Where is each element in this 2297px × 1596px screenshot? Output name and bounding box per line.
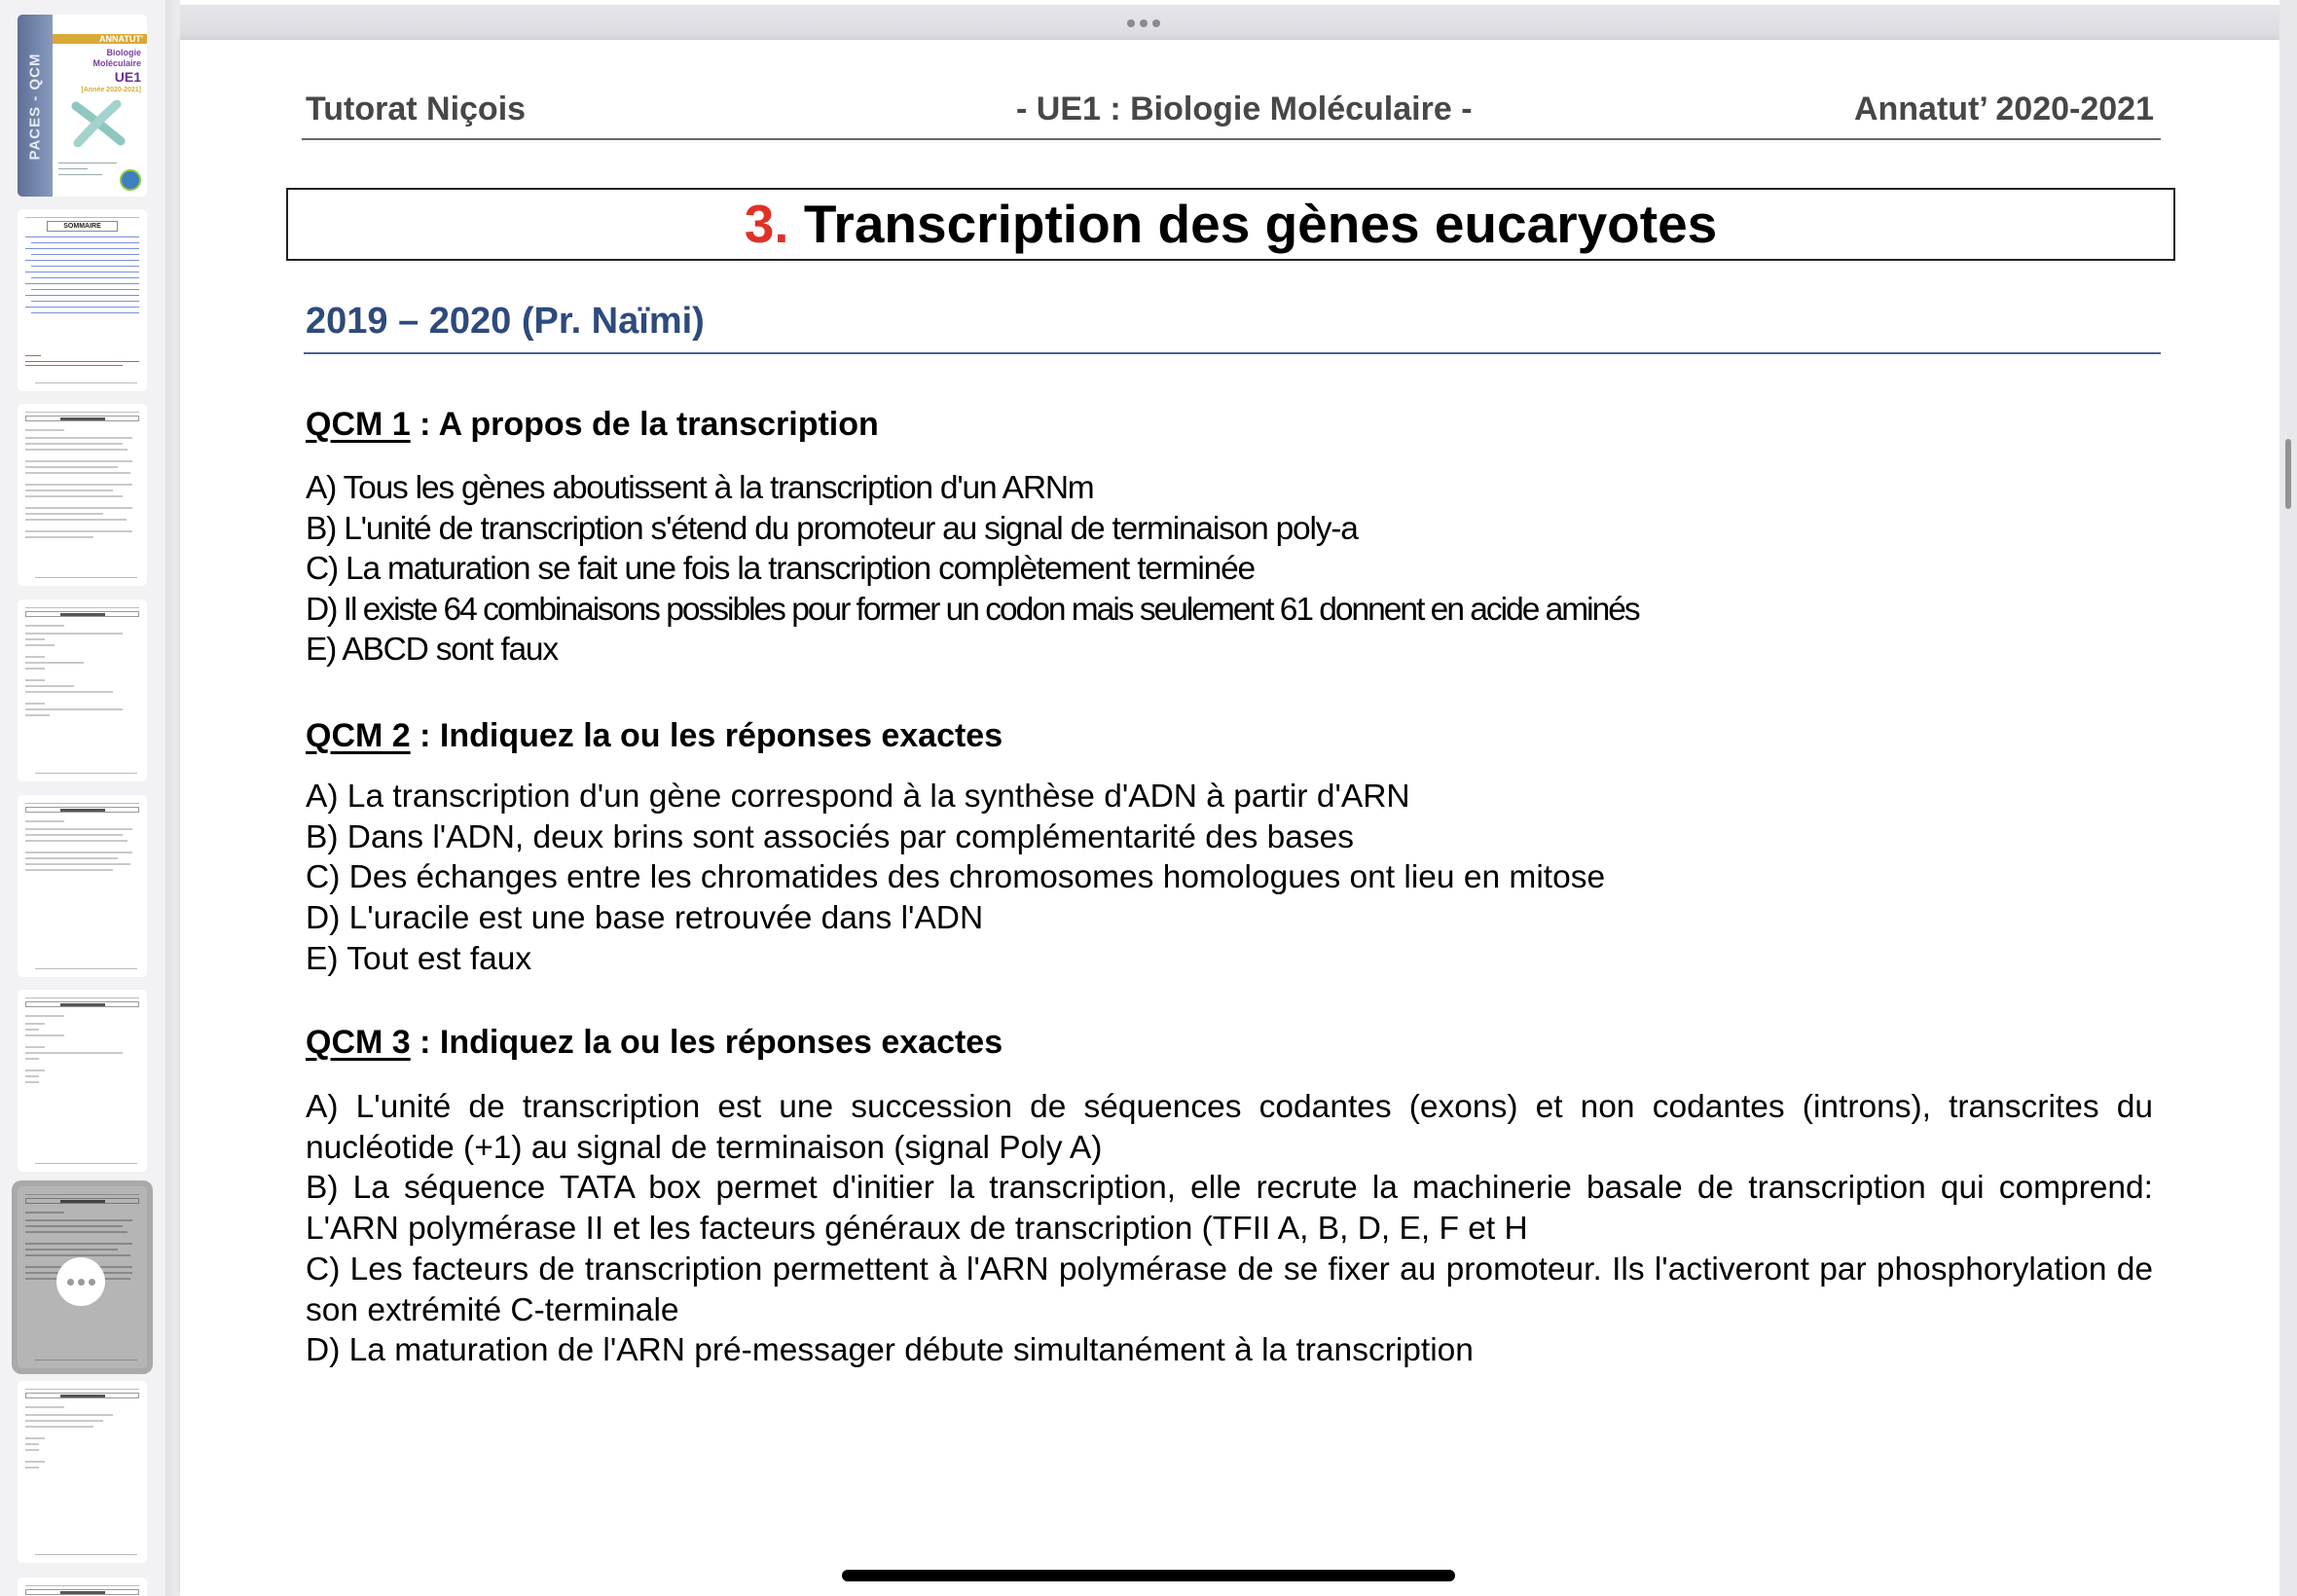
cover-side-band — [18, 15, 53, 197]
thumbnail-text-line — [25, 1243, 132, 1245]
cover-ue: UE1 — [114, 69, 141, 85]
question-2-option-b: B) Dans l'ADN, deux brins sont associés par complémentarité des bases — [306, 819, 1355, 855]
thumbnail-text-line — [25, 1254, 130, 1256]
thumbnail-text-line — [25, 1249, 118, 1251]
thumbnail-text-line — [35, 382, 137, 383]
thumbnail-text-line — [31, 254, 139, 255]
thumbnail-text-line — [31, 277, 139, 278]
question-1-option-c: C) La maturation se fait une fois la transcription complètement terminée — [306, 551, 1255, 587]
thumbnail-text-line — [25, 1231, 128, 1233]
header-right: Annatut’ 2020-2021 — [1853, 91, 2154, 127]
thumbnail-text-line — [25, 1443, 39, 1445]
thumbnail-text-line — [35, 773, 137, 774]
question-label: QCM 1 — [306, 406, 411, 443]
thumbnail-text-line — [25, 429, 64, 431]
question-2-heading — [306, 716, 1003, 755]
thumbnail-text-line — [25, 869, 113, 871]
thumbnail-text-line — [25, 283, 139, 284]
question-2-option-a: A) La transcription d'un gène correspond à la synthèse d'ADN à partir d'ARN — [306, 779, 1410, 815]
thumbnail-text-line — [31, 266, 139, 267]
thumbnail-text-line — [25, 1015, 64, 1017]
thumbnail-text-line — [25, 1225, 123, 1227]
question-1-option-e: E) ABCD sont faux — [306, 632, 558, 668]
thumbnail-page-8[interactable] — [18, 1381, 147, 1563]
thumbnail-text-line — [25, 1426, 93, 1428]
thumbnail-text-line — [25, 625, 64, 627]
sidebar-divider[interactable] — [165, 0, 179, 1596]
thumbnail-text-line — [25, 1194, 139, 1195]
thumbnail-text-line — [25, 536, 93, 538]
thumbnail-text-line — [25, 1212, 64, 1214]
thumbnail-page-9[interactable] — [18, 1578, 147, 1596]
thumbnail-text-line — [25, 1467, 39, 1469]
thumbnail-text-line — [25, 1219, 132, 1221]
thumbnail-text-line — [25, 828, 132, 830]
thumbnail-text-line — [25, 691, 113, 693]
thumbnail-text-line — [25, 633, 123, 635]
thumbnail-text-line — [25, 840, 128, 842]
question-2-option-c: C) Des échanges entre les chromatides des chromosomes homologues ont lieu en mitose — [306, 859, 1606, 895]
question-title: : Indiquez la ou les réponses exactes — [410, 1024, 1003, 1061]
thumbnail-page-1[interactable] — [18, 15, 147, 197]
thumbnail-text-line — [25, 1420, 103, 1422]
thumbnail-text-line — [25, 416, 139, 421]
cover-subject — [92, 48, 141, 69]
thumbnail-text-line — [25, 607, 139, 608]
chromosome-image — [68, 100, 127, 147]
thumbnail-text-line — [25, 1075, 39, 1077]
scrollbar-thumb[interactable] — [2285, 439, 2291, 509]
thumbnail-text-line — [25, 412, 139, 413]
thumbnail-text-line — [25, 1449, 39, 1451]
thumbnail-text-line — [35, 577, 137, 578]
thumbnail-text-line — [25, 1437, 45, 1439]
thumbnail-text-line — [25, 1589, 139, 1595]
chapter-title: Transcription des gènes eucaryotes — [803, 194, 1718, 254]
header-rule — [302, 138, 2161, 140]
thumbnail-text-line — [25, 248, 139, 249]
thumbnail-text-line — [25, 1034, 64, 1036]
toc-title: SOMMAIRE — [47, 221, 118, 232]
thumbnail-page-5[interactable] — [18, 795, 147, 977]
thumbnail-text-line — [25, 679, 45, 681]
tutorat-logo-icon — [120, 169, 141, 191]
thumbnail-text-line — [25, 466, 118, 468]
thumbnail-text-line — [25, 1406, 64, 1408]
thumbnail-text-line — [25, 1046, 45, 1048]
thumbnail-text-line — [25, 714, 50, 716]
thumbnail-text-line — [25, 460, 132, 462]
cover-text-line — [58, 174, 102, 175]
thumbnail-text-line — [25, 1081, 39, 1083]
header-center: - UE1 : Biologie Moléculaire - — [1016, 91, 1473, 127]
cover-banner: ANNATUT' — [53, 34, 147, 44]
chapter-title-box — [286, 188, 2175, 261]
thumbnail-text-line — [25, 507, 132, 509]
thumbnail-text-line — [25, 236, 139, 237]
thumbnail-text-line — [25, 437, 132, 439]
question-2-option-d: D) L'uracile est une base retrouvée dans l'ADN — [306, 900, 984, 936]
thumbnail-text-line — [25, 834, 123, 836]
thumbnail-text-line — [25, 863, 130, 865]
question-label: QCM 3 — [306, 1024, 411, 1061]
thumbnail-text-line — [25, 1389, 139, 1390]
header-left: Tutorat Niçois — [306, 91, 527, 127]
thumbnail-text-line — [25, 685, 74, 687]
question-1-option-b: B) L'unité de transcription s'étend du promoteur au signal de terminaison poly-a — [306, 511, 1358, 547]
chapter-number: 3. — [744, 194, 789, 254]
thumbnail-text-line — [25, 807, 139, 813]
thumbnail-text-line — [25, 1058, 39, 1060]
thumbnail-text-line — [25, 484, 132, 486]
thumbnail-text-line — [25, 260, 139, 261]
thumbnail-text-line — [25, 611, 139, 617]
question-3-heading — [306, 1023, 1003, 1062]
thumbnail-text-line — [25, 638, 45, 640]
question-2-option-e: E) Tout est faux — [306, 941, 532, 977]
thumbnail-text-line — [25, 857, 118, 859]
more-dots-icon — [67, 1279, 74, 1286]
thumbnail-text-line — [25, 365, 123, 366]
year-heading: 2019 – 2020 (Pr. Naïmi) — [306, 301, 705, 342]
cover-subject-line-2: Moléculaire — [92, 58, 141, 68]
cover-text-line — [58, 168, 88, 169]
question-1-heading — [306, 405, 879, 444]
grabber-dots-icon[interactable] — [1127, 19, 1160, 27]
thumbnail-page-2[interactable] — [18, 209, 147, 391]
thumbnail-text-line — [25, 361, 139, 362]
cover-band-text: PACES - QCM — [26, 53, 44, 161]
home-indicator[interactable] — [842, 1570, 1455, 1581]
thumbnail-text-line — [25, 495, 123, 497]
thumbnail-text-line — [25, 490, 113, 491]
thumbnail-text-line — [25, 307, 139, 308]
thumbnail-text-line — [31, 242, 139, 243]
question-1-option-a: A) Tous les gènes aboutissent à la transcription d'un ARNm — [306, 470, 1094, 506]
thumbnail-text-line — [25, 1052, 123, 1054]
cover-year: [Année 2020-2021] — [81, 87, 141, 93]
thumbnail-text-line — [25, 1198, 139, 1204]
thumbnail-text-line — [25, 472, 130, 474]
thumbnail-page-6[interactable] — [18, 990, 147, 1172]
question-3-option-d: D) La maturation de l'ARN pré-messager débute simultanément à la transcription — [306, 1332, 1474, 1368]
thumbnail-text-line — [25, 519, 127, 521]
thumbnail-text-line — [25, 295, 139, 296]
thumbnail-text-line — [25, 820, 64, 822]
thumbnail-text-line — [25, 803, 139, 804]
question-label: QCM 2 — [306, 717, 411, 754]
thumbnail-text-line — [31, 289, 139, 290]
page-grab-bar[interactable] — [180, 5, 2279, 40]
question-3-option-c: C) Les facteurs de transcription permettent à l'ARN polymérase de se fixer au promoteur. Ils l'activeront par phosphorylation de son extrémité C-terminale — [306, 1251, 2153, 1328]
thumbnail-text-line — [25, 1461, 45, 1463]
thumbnail-more-options-button[interactable] — [56, 1257, 105, 1306]
thumbnail-text-line — [25, 703, 45, 705]
thumbnail-text-line — [25, 530, 132, 532]
thumbnail-text-line — [25, 513, 103, 515]
thumbnail-text-line — [25, 644, 55, 646]
thumbnail-text-line — [25, 1070, 45, 1071]
thumbnail-text-line — [35, 1163, 137, 1164]
thumbnail-text-line — [31, 312, 139, 313]
thumbnail-text-line — [25, 708, 123, 710]
thumbnail-text-line — [25, 1393, 139, 1398]
thumbnail-text-line — [31, 301, 139, 302]
thumbnail-text-line — [25, 852, 132, 853]
thumbnail-text-line — [25, 449, 128, 451]
cover-subject-line-1: Biologie — [106, 48, 141, 57]
thumbnail-page-3[interactable] — [18, 404, 147, 586]
question-title: : Indiquez la ou les réponses exactes — [410, 717, 1003, 754]
thumbnail-text-line — [25, 656, 45, 658]
thumbnail-text-line — [25, 1585, 139, 1586]
scrollbar-track[interactable] — [2279, 0, 2297, 1596]
thumbnail-text-line — [35, 968, 137, 969]
page-thumbnail-sidebar[interactable] — [0, 0, 165, 1596]
thumbnail-page-4[interactable] — [18, 599, 147, 781]
thumbnail-text-line — [25, 662, 84, 664]
thumbnail-text-line — [25, 1001, 139, 1007]
thumbnail-text-line — [25, 1023, 45, 1025]
thumbnail-text-line — [25, 1414, 113, 1416]
question-title: : A propos de la transcription — [410, 406, 879, 443]
thumbnail-text-line — [35, 1554, 137, 1555]
year-heading-rule — [304, 352, 2161, 354]
thumbnail-text-line — [25, 443, 123, 445]
question-3-option-a: A) L'unité de transcription est une succession de séquences codantes (exons) et non codantes (introns), transcrites du nucléotide (+1) au signal de terminaison (signal Poly A) — [306, 1089, 2153, 1166]
thumbnail-text-line — [25, 355, 41, 356]
question-1-option-d: D) Il existe 64 combinaisons possibles pour former un codon mais seulement 61 donnent en acide aminés — [306, 592, 1639, 628]
thumbnail-text-line — [25, 217, 139, 218]
thumbnail-text-line — [25, 668, 45, 670]
question-3-option-b: B) La séquence TATA box permet d'initier la transcription, elle recrute la machinerie basale de transcription qui comprend: L'ARN polymérase II et les facteurs généraux de transcription (TFII A, B, D, E, F et H — [306, 1170, 2153, 1247]
thumbnail-text-line — [25, 1029, 39, 1031]
